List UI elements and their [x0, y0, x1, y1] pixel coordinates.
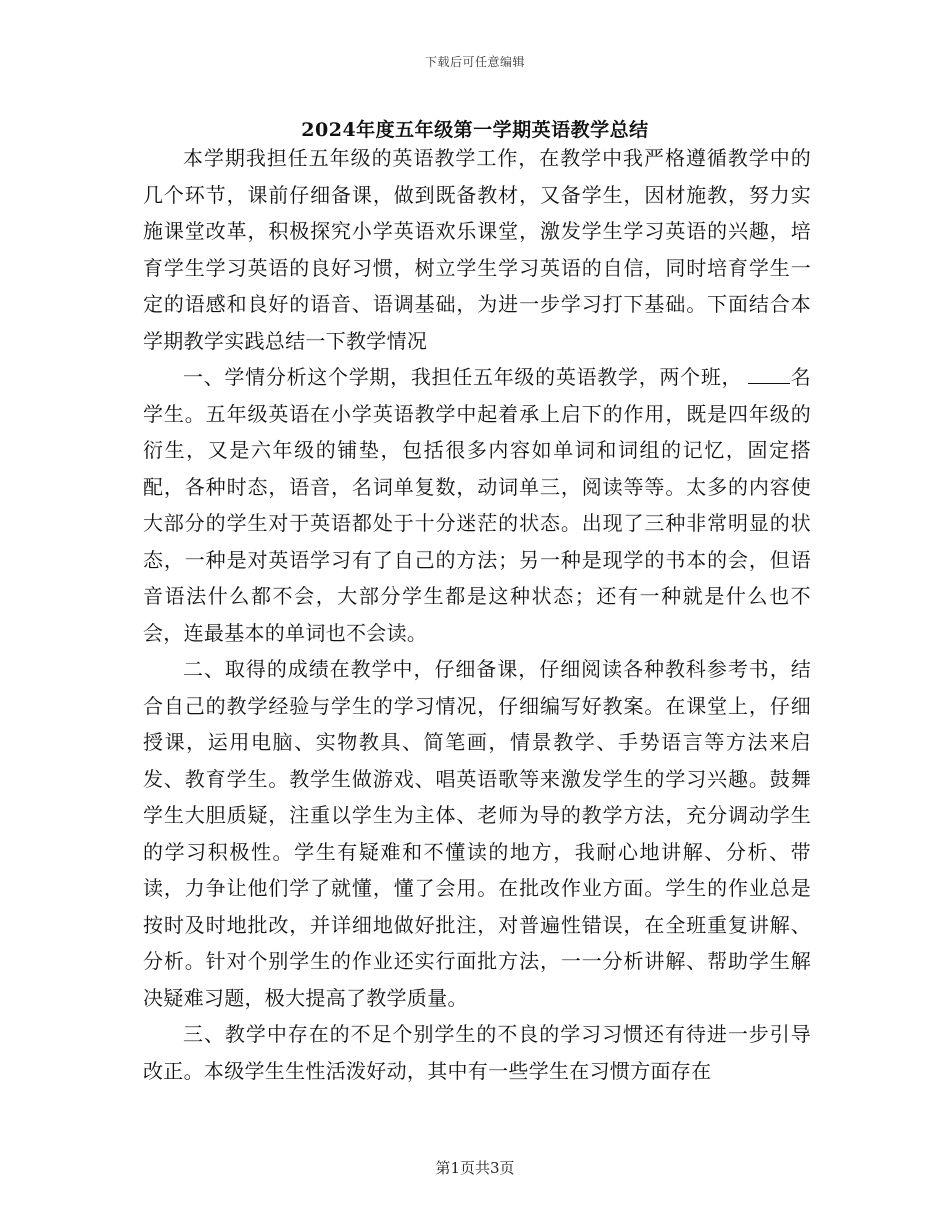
paragraph-section-2: 二、取得的成绩在教学中，仔细备课，仔细阅读各种教科参考书，结合自己的教学经验与学生的学习情况，仔细编写好教案。在课堂上，仔细授课，运用电脑、实物教具、简笔画，情景教学、手势语言等方法来启发、教育学生。教学生做游戏、唱英语歌等来激发学生的学习兴趣。鼓舞学生大胆质疑，注重以学生为主体、老师为导的教学方法，充分调动学生的学习积极性。学生有疑难和不懂读的地方，我耐心地讲解、分析、带读，力争让他们学了就懂，懂了会用。在批改作业方面。学生的作业总是按时及时地批改，并详细地做好批注，对普遍性错误，在全班重复讲解、分析。针对个别学生的作业还实行面批方法，一一分析讲解、帮助学生解决疑难习题，极大提高了教学质量。	[143, 657, 811, 1010]
page-header-note: 下载后可任意编辑	[424, 55, 525, 69]
section-1-text-rest: 名学生。五年级英语在小学英语教学中起着承上启下的作用，既是四年级的衍生，又是六年级的铺垫，包括很多内容如单词和词组的记忆，固定搭配，各种时态，语音，名词单复数，动词单三，阅读等等。太多的内容使大部分的学生对于英语都处于十分迷茫的状态。出现了三种非常明显的状态，一种是对英语学习有了自己的方法；另一种是现学的书本的会，但语音语法什么都不会，大部分学生都是这种状态；还有一种就是什么也不会，连最基本的单词也不会读。	[143, 365, 811, 645]
paragraph-section-1	[143, 359, 811, 651]
fill-in-blank	[748, 382, 790, 384]
paragraph-intro: 本学期我担任五年级的英语教学工作，在教学中我严格遵循教学中的几个环节，课前仔细备课，做到既备教材，又备学生，因材施教，努力实施课堂改革，积极探究小学英语欢乐课堂，激发学生学习英语的兴趣，培育学生学习英语的良好习惯，树立学生学习英语的自信，同时培育学生一定的语感和良好的语音、语调基础，为进一步学习打下基础。下面结合本学期教学实践总结一下教学情况	[143, 146, 811, 353]
page-footer-number: 第1页共3页	[435, 1159, 515, 1177]
document-body	[143, 140, 811, 1089]
section-1-text-start: 一、学情分析这个学期，我担任五年级的英语教学，两个班，	[183, 365, 743, 389]
paragraph-section-3: 三、教学中存在的不足个别学生的不良的学习习惯还有待进一步引导改正。本级学生生性活泼好动，其中有一些学生在习惯方面存在	[143, 1022, 811, 1083]
document-title: 2024年度五年级第一学期英语教学总结	[301, 119, 649, 141]
